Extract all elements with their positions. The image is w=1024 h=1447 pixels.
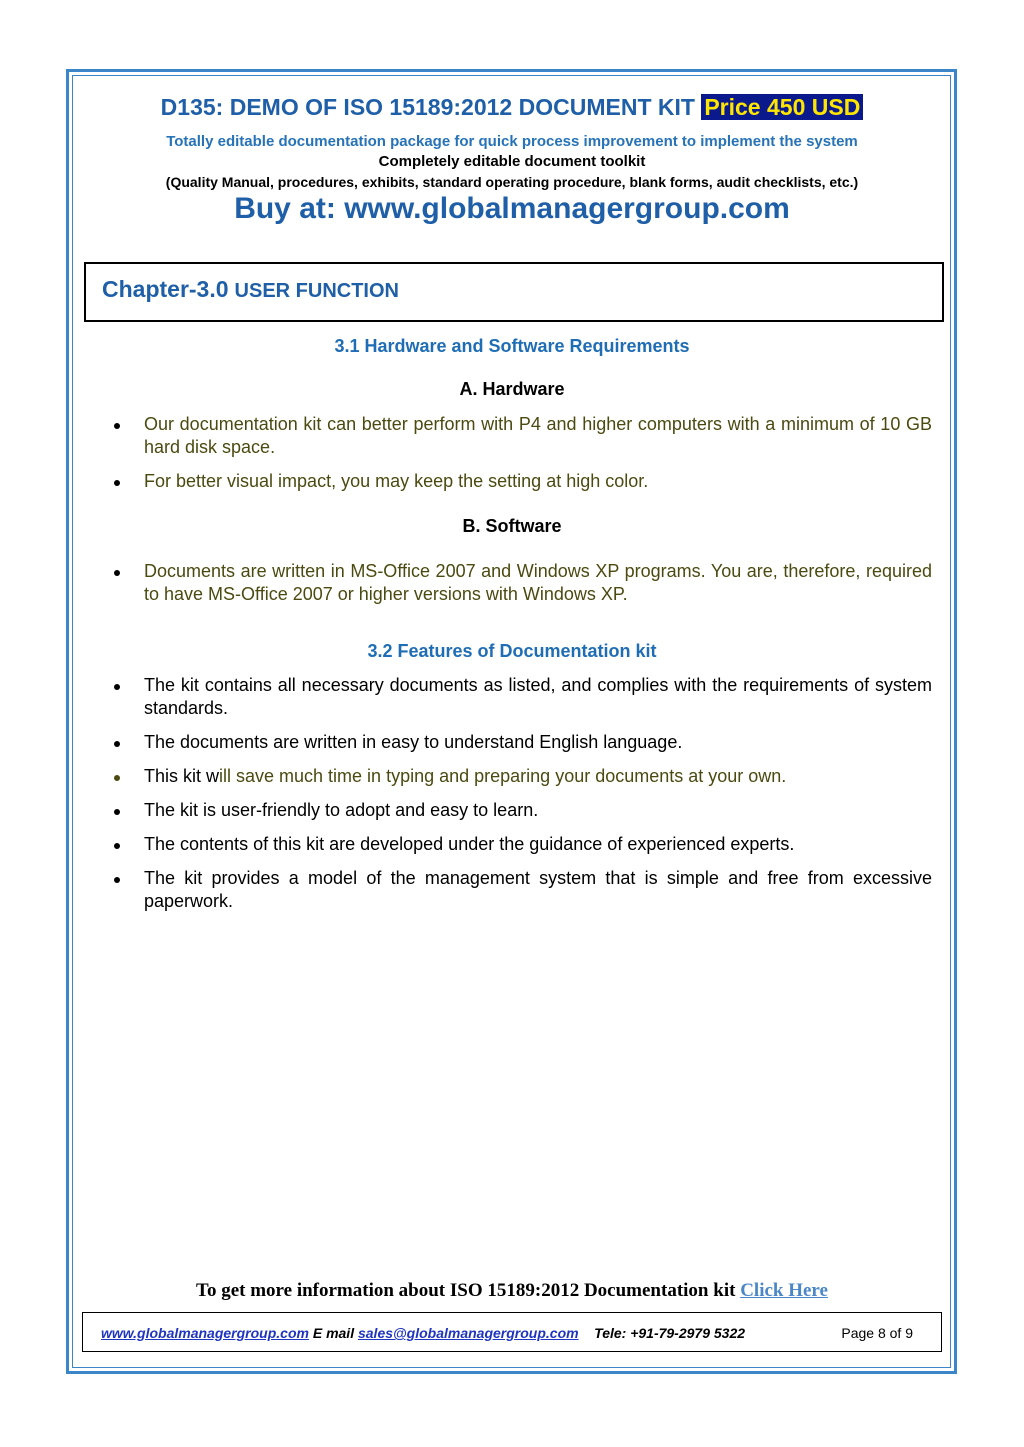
list-item: The documents are written in easy to understand English language. <box>110 731 932 754</box>
kit-contents-line: (Quality Manual, procedures, exhibits, standard operating procedure, blank forms, audit checklists, etc.) <box>165 174 859 190</box>
click-here-link[interactable]: Click Here <box>740 1280 828 1301</box>
list-item: Documents are written in MS-Office 2007 and Windows XP programs. You are, therefore, required to have MS-Office 2007 or higher versions with Windows XP. <box>110 560 932 606</box>
footer-tele: Tele: +91-79-2979 5322 <box>594 1325 746 1341</box>
bullet-icon <box>114 570 120 576</box>
list-item: For better visual impact, you may keep the setting at high color. <box>110 470 932 493</box>
bullet-icon <box>114 684 120 690</box>
more-info-line <box>0 1280 1024 1302</box>
title-text: D135: DEMO OF ISO 15189:2012 DOCUMENT KIT <box>160 94 695 120</box>
buy-link-line[interactable]: Buy at: www.globalmanagergroup.com <box>234 192 790 225</box>
tagline: Totally editable documentation package for quick process improvement to implement the system <box>166 133 858 150</box>
footer-website-link[interactable]: www.globalmanagergroup.com <box>101 1325 309 1341</box>
bullet-icon <box>114 877 120 883</box>
software-heading: B. Software <box>462 516 562 536</box>
document-title <box>0 92 1024 122</box>
list-item: The kit provides a model of the management system that is simple and free from excessive paperwork. <box>110 867 932 913</box>
list-item: The kit is user-friendly to adopt and easy to learn. <box>110 799 932 822</box>
chapter-number: Chapter-3.0 <box>102 276 229 302</box>
hardware-list <box>110 413 932 504</box>
bullet-icon <box>114 741 120 747</box>
list-item: The contents of this kit are developed under the guidance of experienced experts. <box>110 833 932 856</box>
hardware-heading: A. Hardware <box>459 379 565 399</box>
bullet-icon <box>114 775 120 781</box>
footer-email-link[interactable]: sales@globalmanagergroup.com <box>357 1325 579 1341</box>
subline: Completely editable document toolkit <box>378 153 646 170</box>
bullet-icon <box>114 423 120 429</box>
price-badge: Price 450 USD <box>701 94 863 120</box>
list-item: The kit contains all necessary documents as listed, and complies with the requirements of system standards. <box>110 674 932 720</box>
bullet-icon <box>114 843 120 849</box>
section-heading-3-2: 3.2 Features of Documentation kit <box>367 641 657 661</box>
software-list <box>110 560 932 617</box>
list-item: This kit will save much time in typing and preparing your documents at your own. <box>110 765 932 788</box>
bullet-icon <box>114 480 120 486</box>
chapter-box <box>84 262 944 322</box>
chapter-name: USER FUNCTION <box>234 280 399 302</box>
features-list <box>110 674 932 924</box>
chapter-heading <box>102 276 399 303</box>
list-item: Our documentation kit can better perform with P4 and higher computers with a minimum of 10 GB hard disk space. <box>110 413 932 459</box>
section-heading-3-1: 3.1 Hardware and Software Requirements <box>334 336 690 356</box>
footer-contact <box>101 1325 745 1341</box>
more-info-text: To get more information about ISO 15189:2012 Documentation kit <box>196 1280 736 1301</box>
bullet-icon <box>114 809 120 815</box>
footer-email-label: E mail <box>312 1325 355 1341</box>
page-number: Page 8 of 9 <box>841 1325 913 1341</box>
footer <box>82 1312 942 1352</box>
